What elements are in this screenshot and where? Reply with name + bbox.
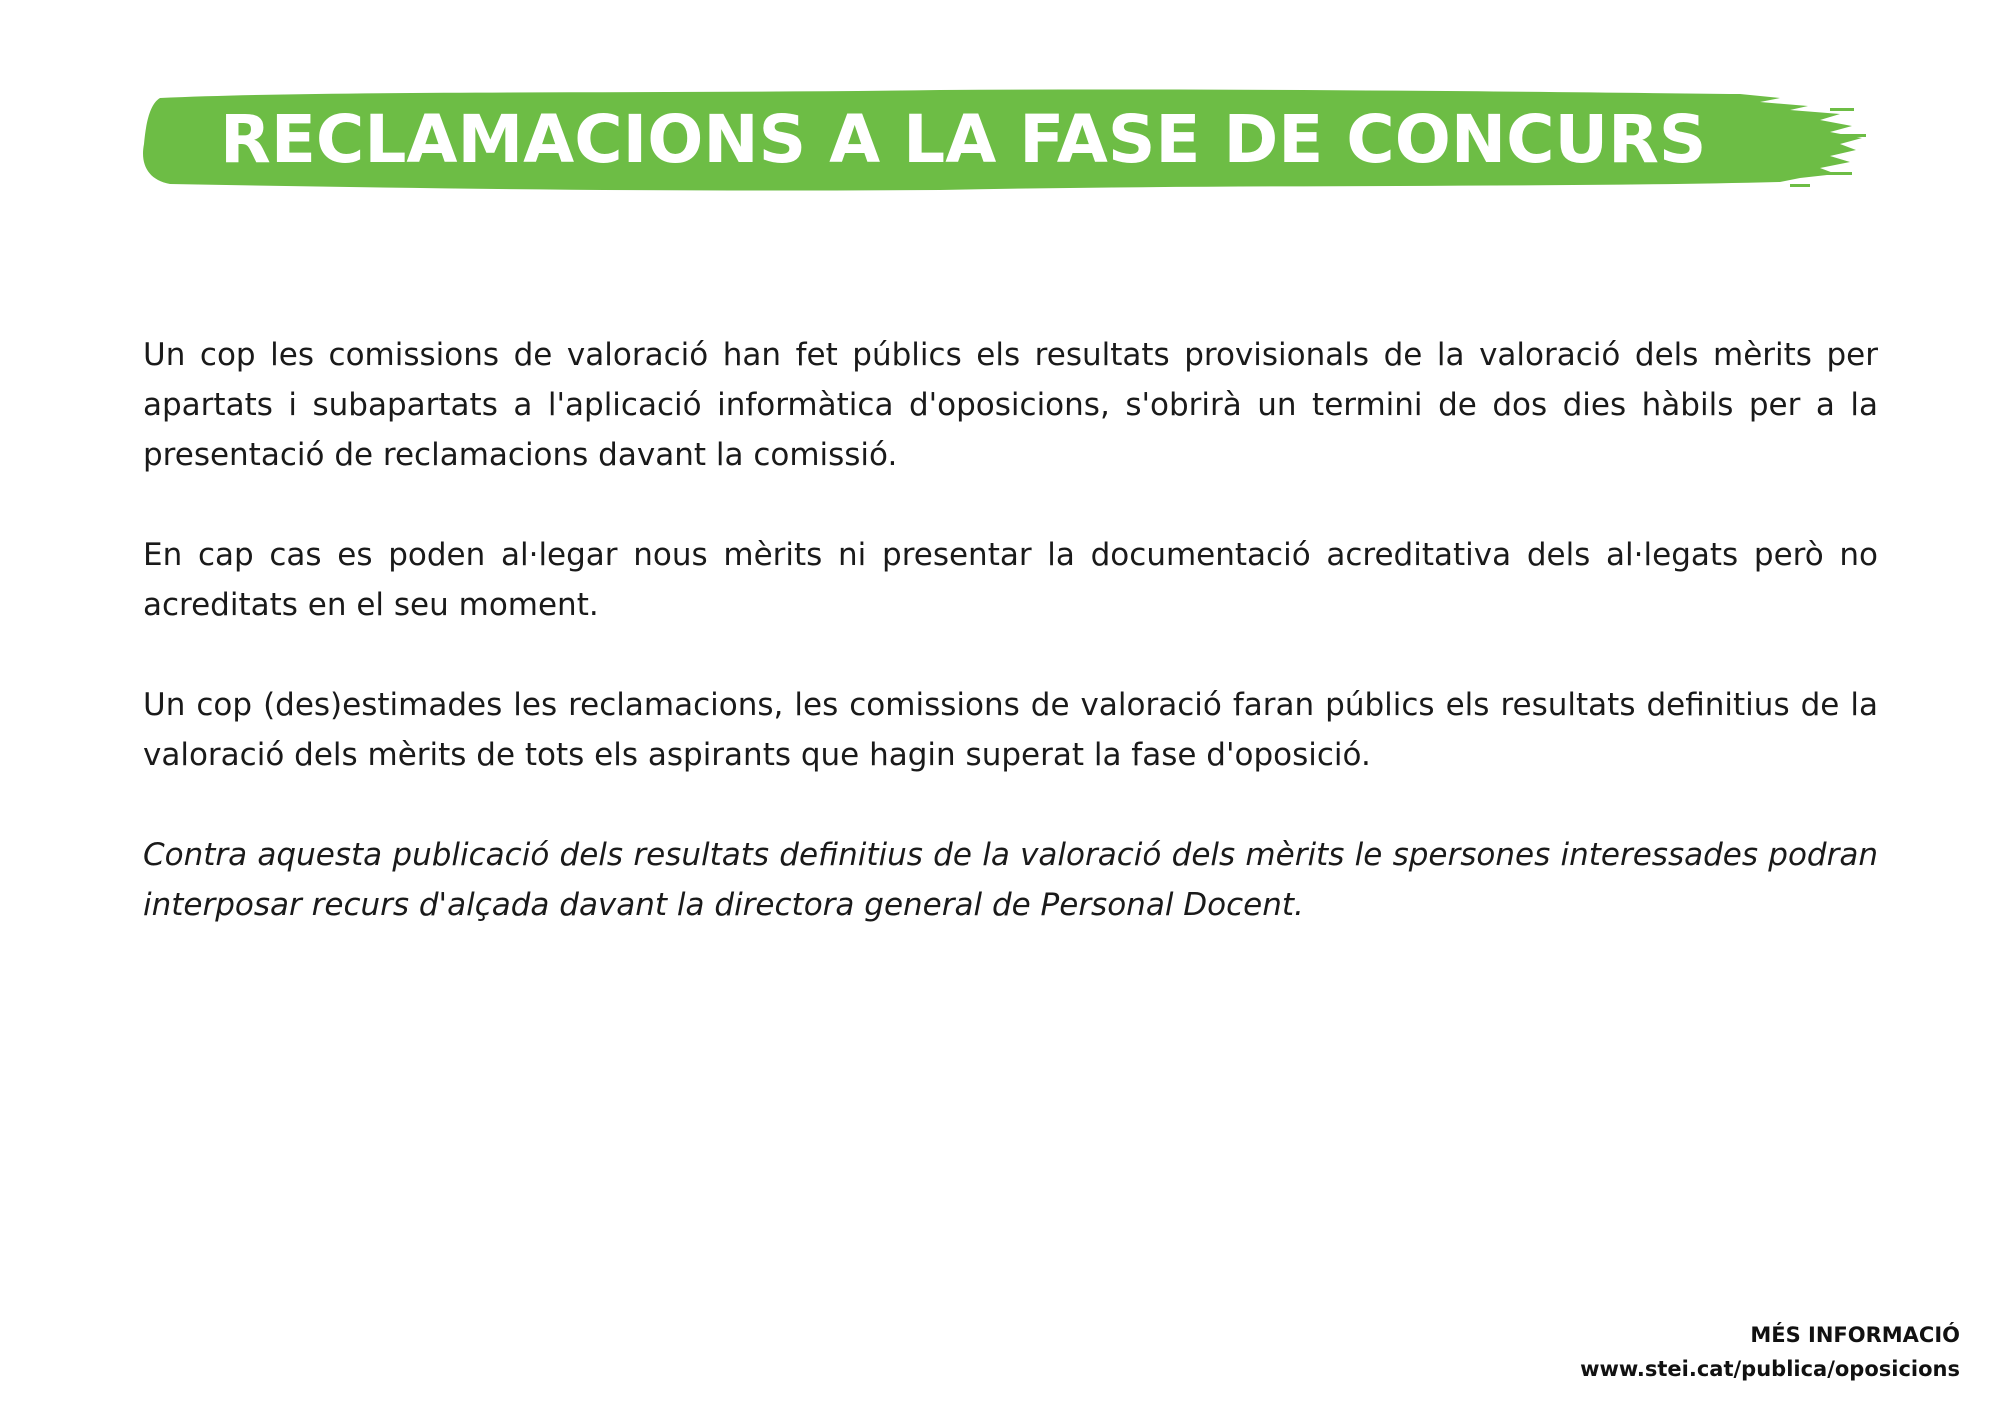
- title-banner: [140, 84, 1870, 196]
- footer-url-link[interactable]: www.stei.cat/publica/oposicions: [1580, 1357, 1960, 1381]
- body-text: [143, 330, 1878, 980]
- paragraph-provisional-results: Un cop les comissions de valoració han fet públics els resultats provisionals de la valoració dels mèrits per apartats i subapartats a l'aplicació informàtica d'oposicions, s'obrirà un termini de dos dies hàbils per a la presentació de reclamacions davant la comissió.: [143, 337, 1878, 473]
- page-title: RECLAMACIONS A LA FASE DE CONCURS: [220, 101, 1707, 178]
- footer: [1580, 1318, 1960, 1386]
- paragraph-appeal: Contra aquesta publicació dels resultats definitius de la valoració dels mèrits le spersones interessades podran interposar recurs d'alçada davant la directora general de Personal Docent.: [143, 837, 1878, 923]
- paragraph-no-new-merits: En cap cas es poden al·legar nous mèrits ni presentar la documentació acreditativa dels al·legats però no acreditats en el seu moment.: [143, 537, 1878, 623]
- paragraph-definitive-results: Un cop (des)estimades les reclamacions, les comissions de valoració faran públics els resultats definitius de la valoració dels mèrits de tots els aspirants que hagin superat la fase d'oposició.: [143, 687, 1878, 773]
- footer-label: MÉS INFORMACIÓ: [1750, 1323, 1960, 1347]
